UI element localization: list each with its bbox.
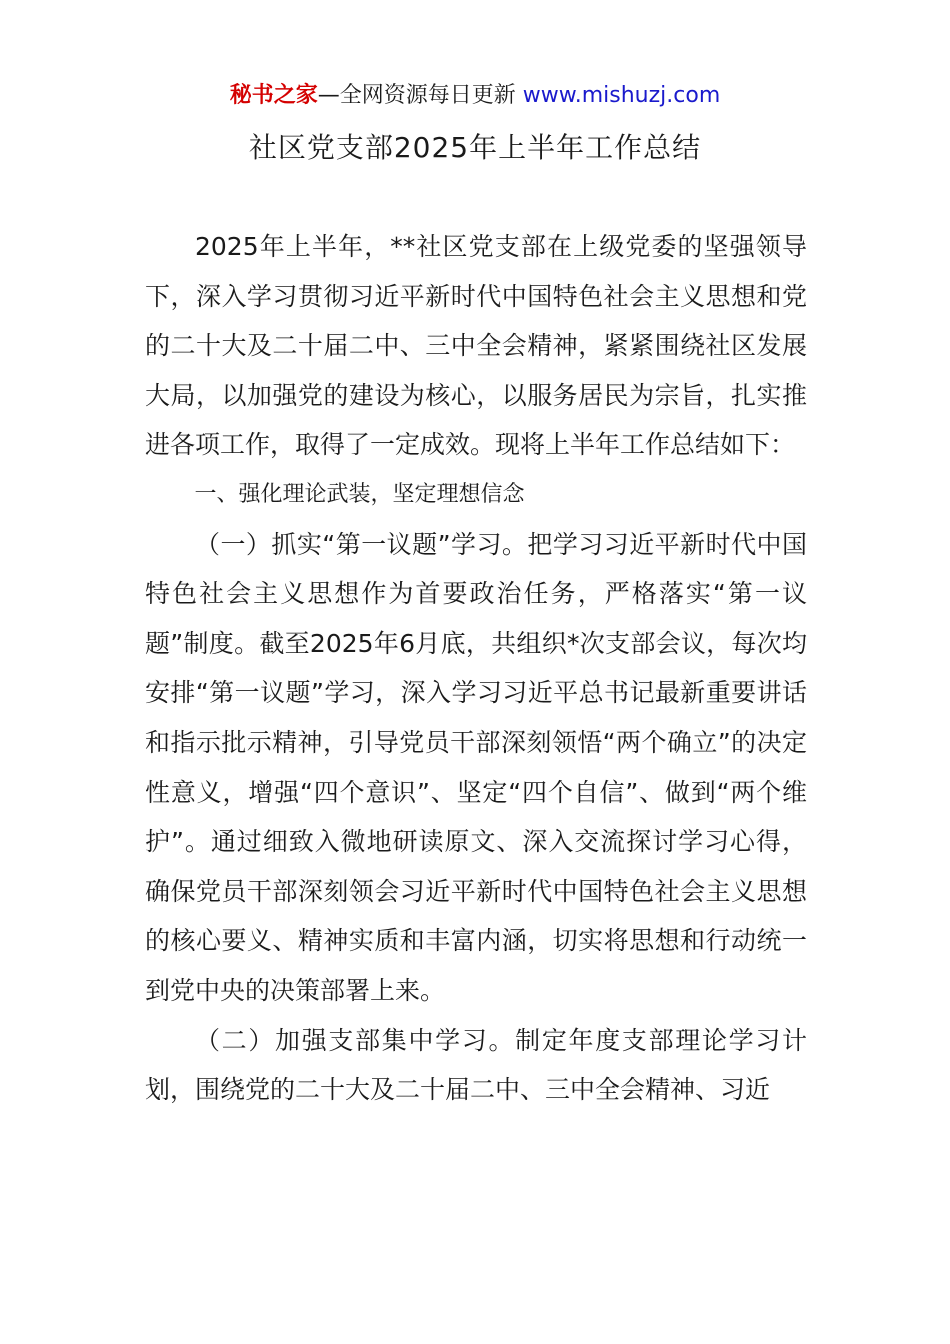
header-tagline: —全网资源每日更新 (317, 83, 523, 108)
subsection-paragraph-2: （二）加强支部集中学习。制定年度支部理论学习计划，围绕党的二十大及二十届二中、三中全会精神、习近 (145, 1025, 807, 1105)
subsection-paragraph-1: （一）抓实“第一议题”学习。把学习习近平新时代中国特色社会主义思想作为首要政治任务，严格落实“第一议题”制度。截至2025年6月底，共组织*次支部会议，每次均安排“第一议题”学习，深入学习习近平总书记最新重要讲话和指示批示精神，引导党员干部深刻领悟“两个确立”的决定性意义，增强“四个意识”、坚定“四个自信”、做到“两个维护”。通过细致入微地研读原文、深入交流探讨学习心得，确保党员干部深刻领会习近平新时代中国特色社会主义思想的核心要义、精神实质和丰富内涵，切实将思想和行动统一到党中央的决策部署上来。 (145, 529, 807, 1005)
site-header (0, 80, 950, 112)
brand-name: 秘书之家 (229, 83, 318, 108)
document-body (145, 222, 807, 1115)
site-url-link[interactable]: www.mishuzj.com (522, 83, 721, 108)
document-title: 社区党支部2025年上半年工作总结 (248, 131, 702, 164)
section-heading-1: 一、强化理论武装，坚定理想信念 (194, 481, 525, 507)
intro-paragraph: 2025年上半年，**社区党支部在上级党委的坚强领导下，深入学习贯彻习近平新时代中国特色社会主义思想和党的二十大及二十届二中、三中全会精神，紧紧围绕社区发展大局，以加强党的建设为核心，以服务居民为宗旨，扎实推进各项工作，取得了一定成效。现将上半年工作总结如下： (145, 232, 807, 460)
